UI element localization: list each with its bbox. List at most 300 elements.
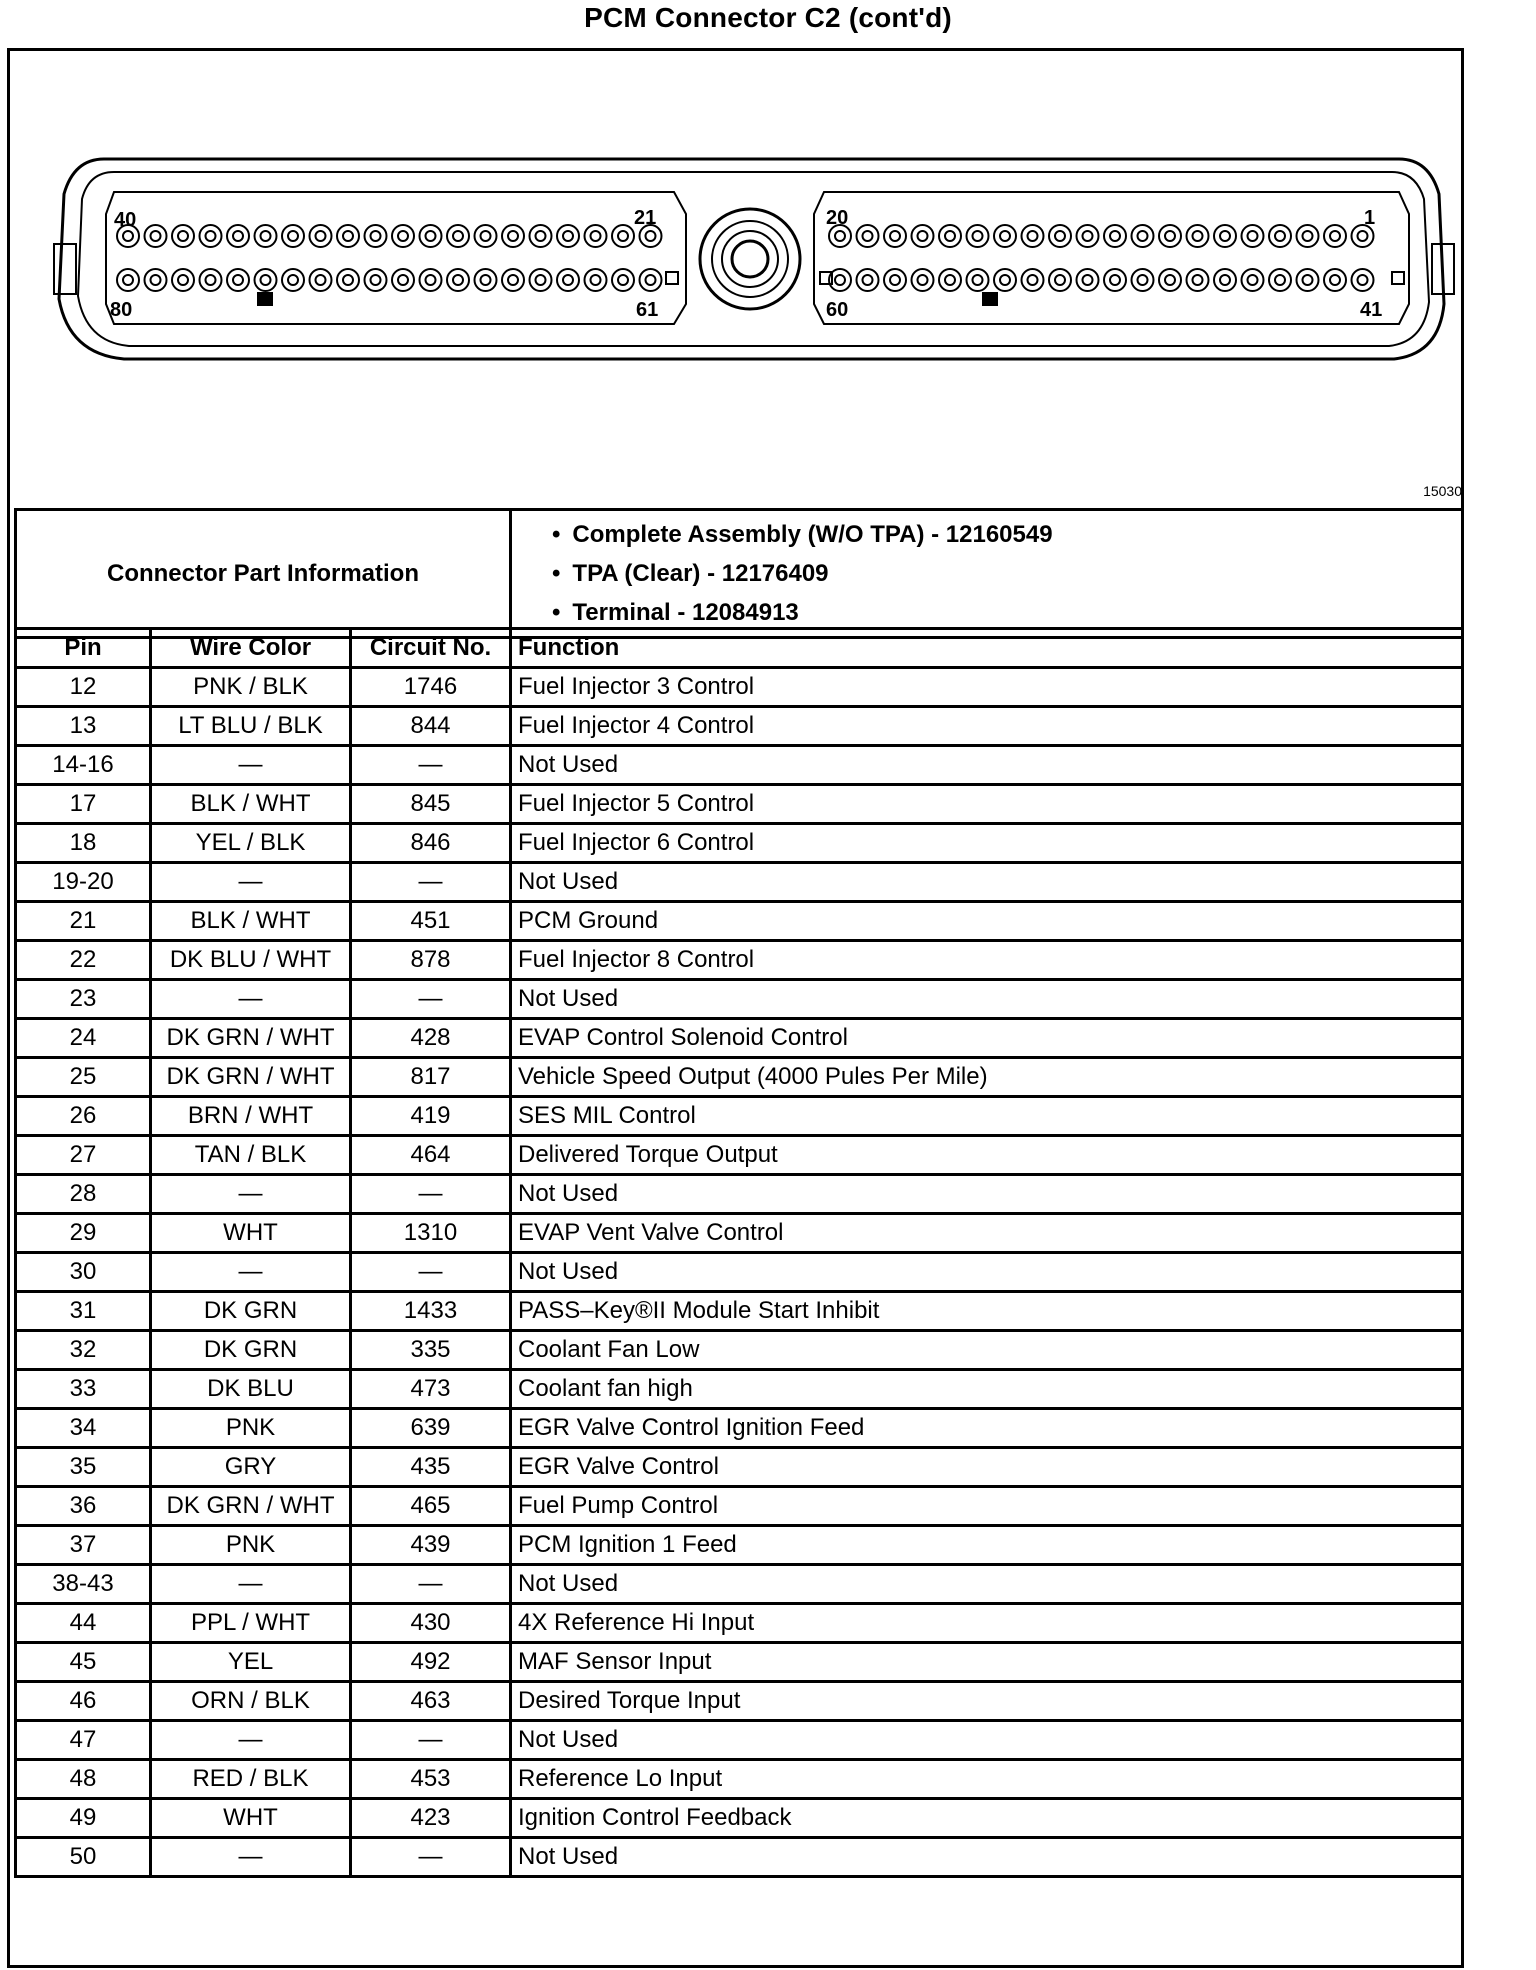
table-row (16, 1448, 1463, 1487)
pin-cell: 14-16 (16, 746, 151, 785)
wire-color-cell: — (151, 1838, 351, 1877)
pin-cavity-inner (646, 275, 656, 285)
wire-color-cell: GRY (151, 1448, 351, 1487)
pin-label: 60 (826, 299, 849, 321)
pin-cavity (117, 269, 139, 291)
wire-color-cell: WHT (151, 1799, 351, 1838)
pin-cavity-inner (316, 275, 326, 285)
circuit-cell: 439 (351, 1526, 511, 1565)
pin-cell: 13 (16, 707, 151, 746)
pin-cavity-inner (1000, 231, 1010, 241)
circuit-cell: — (351, 1253, 511, 1292)
pin-cavity (967, 225, 989, 247)
circuit-cell: 451 (351, 902, 511, 941)
function-cell: Not Used (511, 980, 1463, 1019)
wire-color-cell: LT BLU / BLK (151, 707, 351, 746)
function-cell: EVAP Vent Valve Control (511, 1214, 1463, 1253)
table-row (16, 668, 1463, 707)
function-cell: EVAP Control Solenoid Control (511, 1019, 1463, 1058)
table-row (16, 1487, 1463, 1526)
pin-cavity-inner (206, 275, 216, 285)
pin-cavity (255, 269, 277, 291)
function-cell: Not Used (511, 1175, 1463, 1214)
pin-cavity (200, 225, 222, 247)
pin-cavity (994, 269, 1016, 291)
pin-cavity (1132, 269, 1154, 291)
pin-cavity (310, 269, 332, 291)
pin-cell: 23 (16, 980, 151, 1019)
pin-cavity-inner (1083, 275, 1093, 285)
pin-cavity-inner (481, 231, 491, 241)
table-row (16, 1292, 1463, 1331)
pin-cavity (530, 225, 552, 247)
header-function: Function (511, 629, 1463, 668)
pin-cell: 27 (16, 1136, 151, 1175)
pin-cavity (282, 225, 304, 247)
pin-cavity-inner (481, 275, 491, 285)
pin-cavity (1187, 269, 1209, 291)
pin-cavity-inner (945, 275, 955, 285)
pin-cavity-inner (343, 275, 353, 285)
pin-cavity (1214, 225, 1236, 247)
function-cell: 4X Reference Hi Input (511, 1604, 1463, 1643)
table-row (16, 1526, 1463, 1565)
pin-cell: 47 (16, 1721, 151, 1760)
function-cell: Not Used (511, 1253, 1463, 1292)
pin-cavity-inner (1165, 231, 1175, 241)
pin-cavity-inner (563, 275, 573, 285)
connector-part-list (511, 510, 1463, 638)
pin-cell: 49 (16, 1799, 151, 1838)
pin-cavity (884, 269, 906, 291)
pin-cavity-inner (536, 231, 546, 241)
pin-cell: 28 (16, 1175, 151, 1214)
pin-cavity (502, 269, 524, 291)
circuit-cell: 492 (351, 1643, 511, 1682)
function-cell: EGR Valve Control (511, 1448, 1463, 1487)
pin-cavity-inner (1330, 231, 1340, 241)
wire-color-cell: — (151, 1175, 351, 1214)
wire-color-cell: — (151, 1253, 351, 1292)
pin-cavity-inner (1248, 275, 1258, 285)
function-cell: Reference Lo Input (511, 1760, 1463, 1799)
pin-cavity (1352, 269, 1374, 291)
pin-cavity-inner (371, 231, 381, 241)
wire-color-cell: — (151, 980, 351, 1019)
function-cell: Fuel Injector 8 Control (511, 941, 1463, 980)
function-cell: Ignition Control Feedback (511, 1799, 1463, 1838)
circuit-cell: — (351, 980, 511, 1019)
wire-color-cell: YEL (151, 1643, 351, 1682)
table-row (16, 1760, 1463, 1799)
pin-cavity-inner (618, 231, 628, 241)
pin-cavity-inner (151, 231, 161, 241)
pin-cavity (200, 269, 222, 291)
pin-cavity (857, 269, 879, 291)
pin-cavity-inner (835, 231, 845, 241)
pin-cavity-inner (508, 231, 518, 241)
pin-cell: 48 (16, 1760, 151, 1799)
circuit-cell: 1746 (351, 668, 511, 707)
circuit-cell: 639 (351, 1409, 511, 1448)
wire-color-cell: WHT (151, 1214, 351, 1253)
pin-cavity (420, 269, 442, 291)
wire-color-cell: — (151, 863, 351, 902)
pin-cavity (447, 269, 469, 291)
pin-cavity-inner (1000, 275, 1010, 285)
pin-cavity (392, 269, 414, 291)
wire-color-cell: DK BLU / WHT (151, 941, 351, 980)
pin-cavity-inner (973, 275, 983, 285)
table-row (16, 1253, 1463, 1292)
figure-number: 15030 (1423, 483, 1462, 499)
pin-cavity-inner (1138, 231, 1148, 241)
pin-cavity (310, 225, 332, 247)
pin-cell: 31 (16, 1292, 151, 1331)
circuit-cell: 453 (351, 1760, 511, 1799)
part-item: • Terminal - 12084913 (552, 593, 1451, 632)
table-row (16, 941, 1463, 980)
pin-cavity-inner (563, 231, 573, 241)
pin-cavity-inner (890, 231, 900, 241)
wire-color-cell: PNK (151, 1526, 351, 1565)
circuit-cell: — (351, 1565, 511, 1604)
table-row (16, 1097, 1463, 1136)
pin-label: 40 (114, 209, 137, 231)
header-pin: Pin (16, 629, 151, 668)
pin-cavity-inner (1165, 275, 1175, 285)
pin-cavity (1049, 225, 1071, 247)
pin-cavity-inner (1275, 231, 1285, 241)
part-item: • TPA (Clear) - 12176409 (552, 554, 1451, 593)
pin-cavity (1242, 225, 1264, 247)
table-row (16, 980, 1463, 1019)
pin-cell: 46 (16, 1682, 151, 1721)
table-row (16, 785, 1463, 824)
pin-cavity-inner (288, 231, 298, 241)
pin-cavity-inner (1110, 275, 1120, 285)
table-row (16, 1175, 1463, 1214)
pin-cavity (912, 225, 934, 247)
pin-label: 21 (634, 207, 657, 229)
function-cell: PASS–Key®II Module Start Inhibit (511, 1292, 1463, 1331)
circuit-cell: 817 (351, 1058, 511, 1097)
pin-label: 41 (1360, 299, 1383, 321)
pin-cavity (145, 225, 167, 247)
pin-cavity (1187, 225, 1209, 247)
pin-cavity-inner (453, 275, 463, 285)
pin-cavity-inner (618, 275, 628, 285)
pin-cavity-inner (1248, 231, 1258, 241)
function-cell: Not Used (511, 746, 1463, 785)
table-row (16, 1331, 1463, 1370)
wire-color-cell: PNK (151, 1409, 351, 1448)
pin-cavity-inner (371, 275, 381, 285)
pin-cavity-inner (316, 231, 326, 241)
wire-color-cell: DK GRN (151, 1292, 351, 1331)
key-tab (257, 292, 273, 306)
table-row (16, 1721, 1463, 1760)
pin-cavity-inner (1055, 231, 1065, 241)
pin-cavity-inner (863, 275, 873, 285)
pin-cavity (1242, 269, 1264, 291)
circuit-cell: 430 (351, 1604, 511, 1643)
pin-cell: 37 (16, 1526, 151, 1565)
pin-cavity (1324, 225, 1346, 247)
pin-cavity (530, 269, 552, 291)
pin-cavity (857, 225, 879, 247)
page-title: PCM Connector C2 (cont'd) (584, 2, 952, 33)
wire-color-cell: ORN / BLK (151, 1682, 351, 1721)
pin-cavity-inner (261, 275, 271, 285)
function-cell: Not Used (511, 863, 1463, 902)
pin-cavity-inner (151, 275, 161, 285)
circuit-cell: 335 (351, 1331, 511, 1370)
pin-cavity-inner (591, 275, 601, 285)
pin-cavity (1159, 225, 1181, 247)
wire-color-cell: DK GRN / WHT (151, 1487, 351, 1526)
pin-cell: 44 (16, 1604, 151, 1643)
left-pin-cavities (117, 225, 662, 291)
pin-cavity-inner (591, 231, 601, 241)
pin-cell: 19-20 (16, 863, 151, 902)
pin-cavity-inner (890, 275, 900, 285)
pin-cavity-inner (453, 231, 463, 241)
pin-cavity-inner (646, 231, 656, 241)
function-cell: PCM Ground (511, 902, 1463, 941)
pin-cavity (1104, 225, 1126, 247)
pin-cavity (227, 269, 249, 291)
pin-cavity (994, 225, 1016, 247)
pin-table (14, 627, 1464, 1878)
pin-cavity-inner (1110, 231, 1120, 241)
pin-cavity-inner (178, 231, 188, 241)
function-cell: Fuel Injector 6 Control (511, 824, 1463, 863)
table-row (16, 1019, 1463, 1058)
part-item: • Complete Assembly (W/O TPA) - 12160549 (552, 515, 1451, 554)
right-pin-cavities (829, 225, 1374, 291)
pin-cell: 45 (16, 1643, 151, 1682)
pin-cavity-inner (426, 275, 436, 285)
pin-cavity (1022, 269, 1044, 291)
pin-cavity (912, 269, 934, 291)
circuit-cell: 844 (351, 707, 511, 746)
pin-cavity (1022, 225, 1044, 247)
function-cell: Fuel Injector 4 Control (511, 707, 1463, 746)
table-row (16, 1370, 1463, 1409)
wire-color-cell: DK GRN / WHT (151, 1058, 351, 1097)
function-cell: Not Used (511, 1565, 1463, 1604)
pin-cavity-inner (1358, 231, 1368, 241)
table-row (16, 824, 1463, 863)
pin-cavity (255, 225, 277, 247)
pin-cavity-inner (178, 275, 188, 285)
pin-cavity-inner (1193, 231, 1203, 241)
pin-cavity-inner (945, 231, 955, 241)
pin-cavity-inner (1275, 275, 1285, 285)
wire-color-cell: BLK / WHT (151, 902, 351, 941)
pin-cavity-inner (1138, 275, 1148, 285)
pin-cavity (502, 225, 524, 247)
pin-cavity (1269, 225, 1291, 247)
function-cell: Delivered Torque Output (511, 1136, 1463, 1175)
wire-color-cell: RED / BLK (151, 1760, 351, 1799)
pin-cavity-inner (1358, 275, 1368, 285)
connector-info-label: Connector Part Information (16, 510, 511, 638)
circuit-cell: 419 (351, 1097, 511, 1136)
pin-cavity-inner (1220, 275, 1230, 285)
table-row (16, 1838, 1463, 1877)
header-wire-color: Wire Color (151, 629, 351, 668)
pin-cell: 32 (16, 1331, 151, 1370)
connector-part-information (14, 508, 1464, 639)
circuit-cell: 878 (351, 941, 511, 980)
table-row (16, 1058, 1463, 1097)
pin-cell: 36 (16, 1487, 151, 1526)
pin-cavity-inner (233, 275, 243, 285)
wire-color-cell: DK GRN / WHT (151, 1019, 351, 1058)
circuit-cell: 846 (351, 824, 511, 863)
pin-cavity-inner (863, 231, 873, 241)
pin-cell: 12 (16, 668, 151, 707)
pin-cavity (884, 225, 906, 247)
table-row (16, 746, 1463, 785)
pin-cavity (365, 225, 387, 247)
pin-cavity (1159, 269, 1181, 291)
wire-color-cell: YEL / BLK (151, 824, 351, 863)
pin-cell: 33 (16, 1370, 151, 1409)
pin-label: 80 (110, 299, 133, 321)
wire-color-cell: BRN / WHT (151, 1097, 351, 1136)
table-row (16, 863, 1463, 902)
function-cell: SES MIL Control (511, 1097, 1463, 1136)
pin-cell: 24 (16, 1019, 151, 1058)
function-cell: Coolant fan high (511, 1370, 1463, 1409)
function-cell: EGR Valve Control Ignition Feed (511, 1409, 1463, 1448)
table-row (16, 1643, 1463, 1682)
pin-cavity-inner (1303, 275, 1313, 285)
circuit-cell: 463 (351, 1682, 511, 1721)
pin-cell: 30 (16, 1253, 151, 1292)
circuit-cell: — (351, 746, 511, 785)
function-cell: Vehicle Speed Output (4000 Pules Per Mile) (511, 1058, 1463, 1097)
pin-label: 61 (636, 299, 659, 321)
table-row (16, 1799, 1463, 1838)
pin-cavity (1049, 269, 1071, 291)
pin-cavity (612, 225, 634, 247)
table-row (16, 1565, 1463, 1604)
pin-cell: 17 (16, 785, 151, 824)
pin-cavity-inner (233, 231, 243, 241)
function-cell: PCM Ignition 1 Feed (511, 1526, 1463, 1565)
pin-cavity (447, 225, 469, 247)
pin-cavity-inner (1055, 275, 1065, 285)
pin-cavity (1214, 269, 1236, 291)
table-header-row (16, 629, 1463, 668)
function-cell: Fuel Injector 3 Control (511, 668, 1463, 707)
pin-cell: 35 (16, 1448, 151, 1487)
table-row (16, 902, 1463, 941)
function-cell: Fuel Pump Control (511, 1487, 1463, 1526)
key-tab (982, 292, 998, 306)
pin-cavity (1104, 269, 1126, 291)
function-cell: Not Used (511, 1838, 1463, 1877)
pin-cavity-inner (261, 231, 271, 241)
pin-cavity (1077, 225, 1099, 247)
pin-cavity (337, 225, 359, 247)
pin-cavity-inner (398, 231, 408, 241)
table-row (16, 707, 1463, 746)
pin-cavity (557, 225, 579, 247)
function-cell: Not Used (511, 1721, 1463, 1760)
pin-cavity-inner (426, 231, 436, 241)
pin-cavity (145, 269, 167, 291)
circuit-cell: 845 (351, 785, 511, 824)
circuit-cell: 464 (351, 1136, 511, 1175)
wire-color-cell: DK BLU (151, 1370, 351, 1409)
pin-cavity (282, 269, 304, 291)
pin-cavity (475, 225, 497, 247)
connector-face-illustration (14, 54, 1464, 505)
pin-cavity (420, 225, 442, 247)
pin-cell: 29 (16, 1214, 151, 1253)
pin-cavity (612, 269, 634, 291)
pin-cell: 18 (16, 824, 151, 863)
pin-cavity-inner (1330, 275, 1340, 285)
pin-cavity-inner (398, 275, 408, 285)
circuit-cell: 428 (351, 1019, 511, 1058)
pin-cell: 38-43 (16, 1565, 151, 1604)
pin-cavity (939, 269, 961, 291)
circuit-cell: — (351, 863, 511, 902)
circuit-cell: 465 (351, 1487, 511, 1526)
table-row (16, 1136, 1463, 1175)
function-cell: MAF Sensor Input (511, 1643, 1463, 1682)
pin-cavity (337, 269, 359, 291)
table-row (16, 1409, 1463, 1448)
pin-cavity-inner (1028, 231, 1038, 241)
wire-color-cell: TAN / BLK (151, 1136, 351, 1175)
function-cell: Desired Torque Input (511, 1682, 1463, 1721)
pin-cavity (585, 225, 607, 247)
circuit-cell: 435 (351, 1448, 511, 1487)
function-cell: Fuel Injector 5 Control (511, 785, 1463, 824)
pin-cavity (1132, 225, 1154, 247)
pin-cavity-inner (1303, 231, 1313, 241)
circuit-cell: — (351, 1721, 511, 1760)
pin-cavity (172, 225, 194, 247)
pin-cavity (1297, 269, 1319, 291)
circuit-cell: — (351, 1175, 511, 1214)
wire-color-cell: PNK / BLK (151, 668, 351, 707)
pin-cavity-inner (536, 275, 546, 285)
pin-cavity-inner (973, 231, 983, 241)
pin-cavity (1324, 269, 1346, 291)
pin-cavity (392, 225, 414, 247)
pin-cavity-inner (343, 231, 353, 241)
pin-cavity-inner (918, 231, 928, 241)
pin-cavity (1269, 269, 1291, 291)
pin-cavity (585, 269, 607, 291)
wire-color-cell: BLK / WHT (151, 785, 351, 824)
circuit-cell: — (351, 1838, 511, 1877)
pin-cell: 21 (16, 902, 151, 941)
pin-cavity (475, 269, 497, 291)
pin-cavity (557, 269, 579, 291)
pin-cavity-inner (835, 275, 845, 285)
pin-cavity (640, 269, 662, 291)
function-cell: Coolant Fan Low (511, 1331, 1463, 1370)
